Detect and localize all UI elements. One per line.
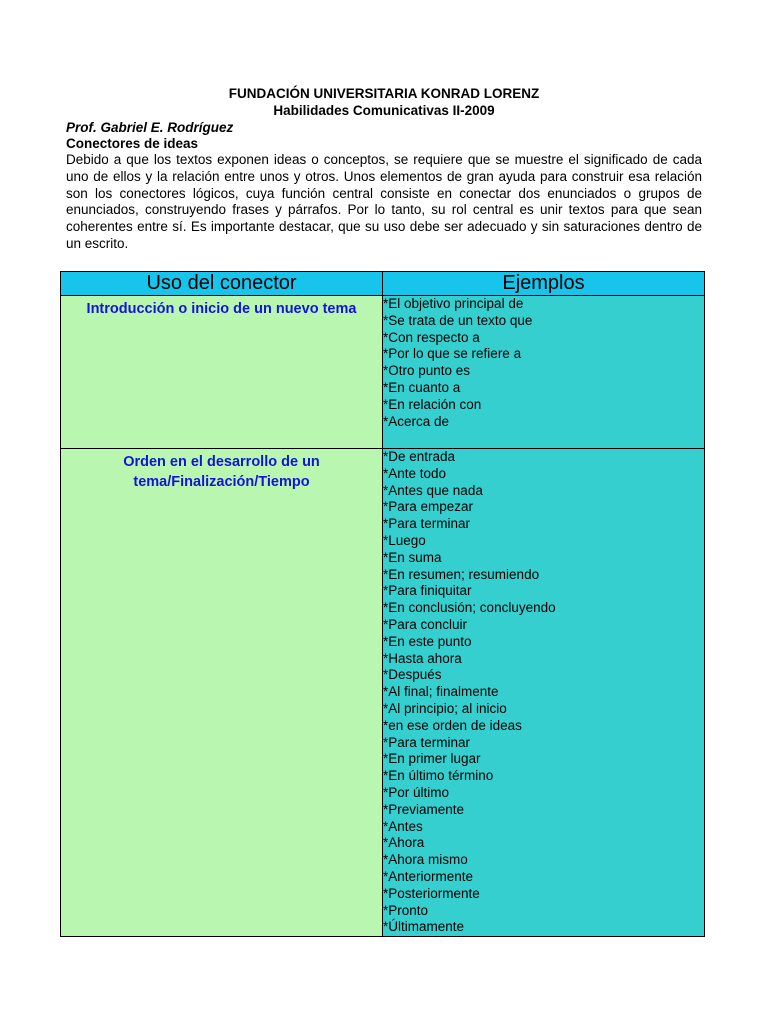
example-item: *Previamente (383, 801, 465, 817)
example-item: *Últimamente (383, 919, 465, 935)
table-row (61, 296, 705, 449)
example-item: *Al principio; al inicio (383, 700, 507, 716)
example-item: *De entrada (383, 449, 456, 464)
examples-list (383, 296, 704, 430)
example-item: *En este punto (383, 633, 472, 649)
use-label: Introducción o inicio de un nuevo tema (86, 301, 357, 317)
header-ejemplos: Ejemplos (383, 272, 705, 296)
example-item: *Pronto (383, 902, 429, 918)
example-item: *en ese orden de ideas (383, 717, 522, 733)
use-cell (61, 296, 383, 449)
intro-paragraph: Debido a que los textos exponen ideas o conceptos, se requiere que se muestre el significado de cada uno de ellos y la relación entre unos y otros. Unos elementos de gran ayuda para construir esa relación son los conectores lógicos, cuya función central consiste en conectar dos enunciados o grupos de enunciados, construyendo frases y párrafos. Por lo tanto, su rol central es unir textos para que sean coherentes entre sí. Es importante destacar, que su uso debe ser adecuado y sin saturaciones dentro de un escrito. (66, 152, 702, 251)
institution-title: FUNDACIÓN UNIVERSITARIA KONRAD LORENZ (228, 86, 540, 101)
example-item: *En resumen; resumiendo (383, 566, 540, 582)
course-title: Habilidades Comunicativas II-2009 (273, 103, 495, 118)
example-item: *Ahora mismo (383, 852, 468, 868)
table-header-row (61, 272, 705, 296)
use-cell (61, 449, 383, 937)
example-item: *En primer lugar (383, 751, 481, 767)
example-item: *Para terminar (383, 516, 471, 532)
example-item: *Por lo que se refiere a (383, 346, 522, 362)
example-item: *Para finiquitar (383, 583, 472, 599)
example-item: *Ante todo (383, 465, 447, 481)
example-item: *Antes (383, 818, 423, 834)
example-item: *En cuanto a (383, 379, 461, 395)
use-label: Orden en el desarrollo de un tema/Finalización/Tiempo (123, 454, 320, 490)
example-item: *Acerca de (383, 413, 450, 429)
example-item: *Para concluir (383, 616, 468, 632)
example-item: *En conclusión; concluyendo (383, 600, 556, 616)
table-row (61, 449, 705, 937)
example-item: *Anteriormente (383, 868, 474, 884)
examples-list (383, 449, 704, 936)
example-item: *El objetivo principal de (383, 296, 524, 311)
example-item: *En relación con (383, 396, 482, 412)
example-item: *Antes que nada (383, 482, 483, 498)
examples-cell (383, 449, 705, 937)
example-item: *En último término (383, 768, 494, 784)
example-item: *Para terminar (383, 734, 471, 750)
example-item: *Se trata de un texto que (383, 312, 533, 328)
example-item: *Otro punto es (383, 363, 471, 379)
header-uso-del-conector: Uso del conector (61, 272, 383, 296)
example-item: *Por último (383, 784, 450, 800)
example-item: *Posteriormente (383, 885, 480, 901)
professor-name: Prof. Gabriel E. Rodríguez (66, 120, 234, 135)
example-item: *Hasta ahora (383, 650, 462, 666)
connectors-table (60, 271, 705, 937)
example-item: *Al final; finalmente (383, 684, 499, 700)
example-item: *Con respecto a (383, 329, 480, 345)
example-item: *Ahora (383, 835, 425, 851)
example-item: *Después (383, 667, 442, 683)
example-item: *Para empezar (383, 499, 474, 515)
examples-cell (383, 296, 705, 449)
example-item: *Luego (383, 532, 426, 548)
topic-heading: Conectores de ideas (66, 136, 199, 151)
example-item: *En suma (383, 549, 442, 565)
